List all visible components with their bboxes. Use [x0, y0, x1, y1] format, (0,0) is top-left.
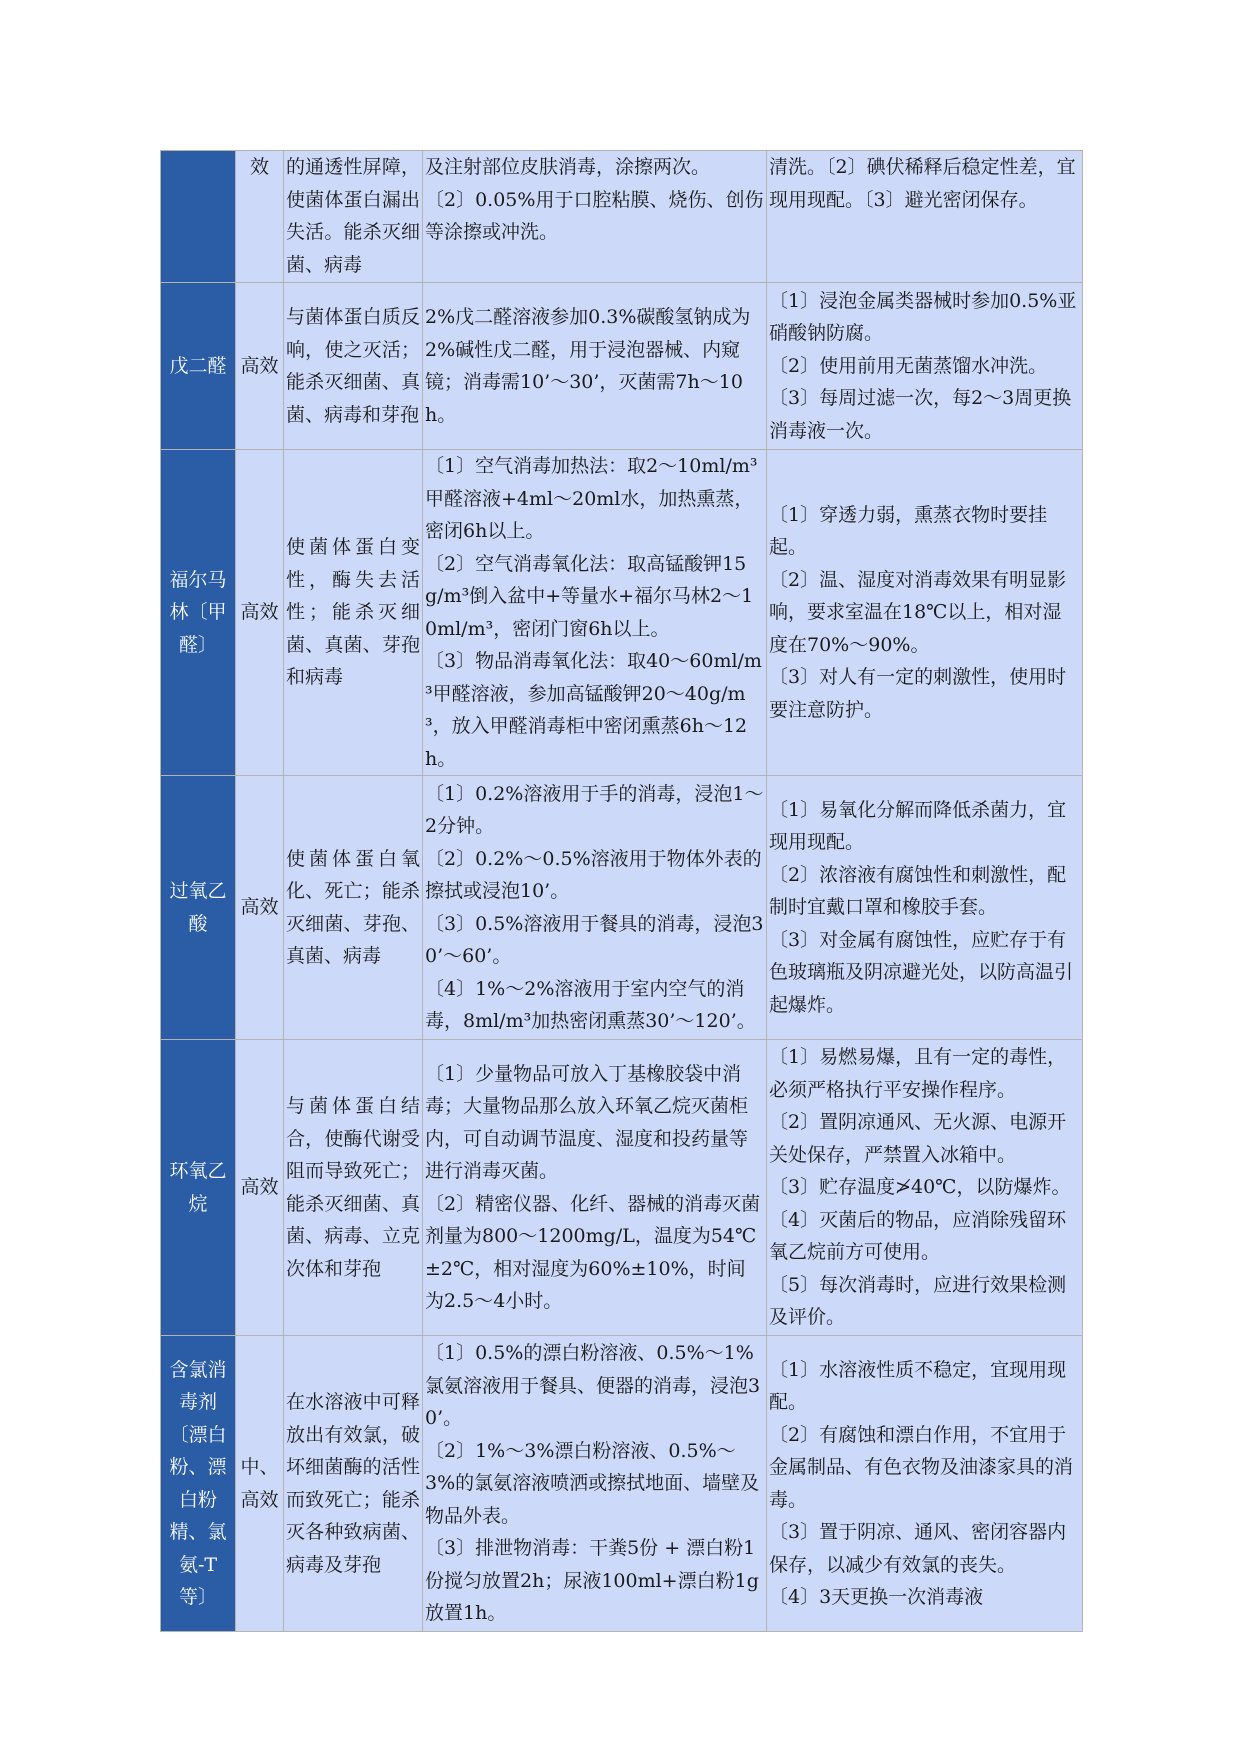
- note-item: 〔3〕置于阴凉、通风、密闭容器内保存，以减少有效氯的丧失。: [769, 1521, 1067, 1576]
- table-row: [161, 776, 1083, 1040]
- table-row: [161, 1336, 1083, 1632]
- mechanism-cell: 与菌体蛋白质反响，使之灭活；能杀灭细菌、真菌、病毒和芽孢: [284, 283, 423, 450]
- table-row: [161, 283, 1083, 450]
- note-item: 〔1〕易燃易爆，且有一定的毒性，必须严格执行平安操作程序。: [769, 1046, 1067, 1101]
- usage-item: 〔1〕空气消毒加热法：取2～10ml/m³甲醛溶液+4ml～20ml水，加热熏蒸，密闭6h以上。: [425, 455, 758, 542]
- usage-item: 〔3〕0.5%溶液用于餐具的消毒，浸泡30’～60’。: [425, 912, 764, 967]
- note-item: 〔3〕贮存温度≯40℃，以防爆炸。: [769, 1176, 1071, 1199]
- disinfectant-name-cell: 环氧乙烷: [161, 1040, 236, 1336]
- usage-item: 2%戊二醛溶液参加0.3%碳酸氢钠成为2%碱性戊二醛，用于浸泡器械、内窥镜；消毒需10’～30’，灭菌需7h～10h。: [425, 306, 751, 426]
- usage-item: 〔2〕空气消毒氧化法：取高锰酸钾15g/m³倒入盆中+等量水+福尔马林2～10ml/m³，密闭门窗6h以上。: [425, 552, 754, 640]
- mechanism-cell: 使菌体蛋白变性，酶失去活性；能杀灭细菌、真菌、芽孢和病毒: [284, 450, 423, 776]
- usage-cell: [423, 450, 767, 776]
- usage-item: 〔1〕0.2%溶液用于手的消毒，浸泡1～2分钟。: [425, 782, 764, 837]
- notes-cell: [767, 283, 1083, 450]
- usage-item: 〔2〕0.05%用于口腔粘膜、烧伤、创伤等涂擦或冲洗。: [425, 188, 764, 243]
- note-item: 〔5〕每次消毒时，应进行效果检测及评价。: [769, 1273, 1067, 1329]
- efficacy-level-cell: 高效: [236, 1040, 284, 1336]
- notes-cell: [767, 1336, 1083, 1632]
- disinfectant-name-cell: 福尔马林〔甲醛〕: [161, 450, 236, 776]
- table-row: [161, 1040, 1083, 1336]
- usage-item: 〔4〕1%～2%溶液用于室内空气的消毒，8ml/m³加热密闭熏蒸30’～120’。: [425, 977, 756, 1032]
- efficacy-level-cell: 中、高效: [236, 1336, 284, 1632]
- disinfectant-table: [160, 150, 1083, 1632]
- usage-cell: [423, 1336, 767, 1632]
- usage-item: 〔1〕少量物品可放入丁基橡胶袋中消毒；大量物品那么放入环氧乙烷灭菌柜内，可自动调节温度、湿度和投药量等进行消毒灭菌。: [425, 1062, 749, 1182]
- notes-cell: [767, 450, 1083, 776]
- notes-cell: [767, 151, 1083, 283]
- notes-cell: [767, 1040, 1083, 1336]
- disinfectant-name-cell: 过氧乙酸: [161, 776, 236, 1040]
- usage-item: 〔2〕精密仪器、化纤、器械的消毒灭菌剂量为800～1200mg/L，温度为54℃±2℃，相对湿度为60%±10%，时间为2.5～4小时。: [425, 1192, 761, 1312]
- note-item: 〔4〕灭菌后的物品，应消除残留环氧乙烷前方可使用。: [769, 1208, 1067, 1264]
- disinfectant-name-cell: 戊二醛: [161, 283, 236, 450]
- mechanism-cell: 使菌体蛋白氧化、死亡；能杀灭细菌、芽孢、真菌、病毒: [284, 776, 423, 1040]
- mechanism-cell: 在水溶液中可释放出有效氯，破坏细菌酶的活性而致死亡；能杀灭各种致病菌、病毒及芽孢: [284, 1336, 423, 1632]
- efficacy-level-cell: 高效: [236, 283, 284, 450]
- efficacy-level-cell: 效: [236, 151, 284, 283]
- usage-cell: [423, 151, 767, 283]
- note-item: 〔3〕对人有一定的刺激性，使用时要注意防护。: [769, 666, 1067, 721]
- table-row: [161, 450, 1083, 776]
- usage-item: 〔2〕1%～3%漂白粉溶液、0.5%～3%的氯氨溶液喷洒或擦拭地面、墙壁及物品外表。: [425, 1439, 760, 1527]
- usage-cell: [423, 776, 767, 1040]
- notes-cell: [767, 776, 1083, 1040]
- mechanism-cell: 的通透性屏障，使菌体蛋白漏出失活。能杀灭细菌、病毒: [284, 151, 423, 283]
- note-item: 〔1〕穿透力弱，熏蒸衣物时要挂起。: [769, 503, 1048, 559]
- table-row: [161, 151, 1083, 283]
- note-item: 〔2〕置阴凉通风、无火源、电源开关处保存，严禁置入冰箱中。: [769, 1111, 1067, 1166]
- usage-item: 〔3〕排泄物消毒：干粪5份 + 漂白粉1份搅匀放置2h；尿液100ml+漂白粉1g放置1h。: [425, 1537, 759, 1625]
- note-item: 〔2〕温、湿度对消毒效果有明显影响，要求室温在18℃以上，相对湿度在70%～90%。: [769, 568, 1067, 656]
- note-item: 〔3〕对金属有腐蚀性，应贮存于有色玻璃瓶及阴凉避光处，以防高温引起爆炸。: [769, 928, 1074, 1016]
- disinfectant-name-cell: [161, 151, 236, 283]
- usage-cell: [423, 1040, 767, 1336]
- note-item: 〔1〕水溶液性质不稳定，宜现用现配。: [769, 1358, 1067, 1413]
- usage-item: 〔3〕物品消毒氧化法：取40～60ml/m³甲醛溶液，参加高锰酸钾20～40g/m³，放入甲醛消毒柜中密闭熏蒸6h～12h。: [425, 650, 762, 770]
- note-item: 〔2〕浓溶液有腐蚀性和刺激性，配制时宜戴口罩和橡胶手套。: [769, 863, 1067, 919]
- note-item: 〔4〕3天更换一次消毒液: [769, 1586, 984, 1608]
- disinfectant-name-cell: 含氯消毒剂〔漂白粉、漂白粉精、氯氨-T等〕: [161, 1336, 236, 1632]
- note-item: 〔2〕使用前用无菌蒸馏水冲洗。: [769, 354, 1048, 377]
- note-item: 〔2〕有腐蚀和漂白作用，不宜用于金属制品、有色衣物及油漆家具的消毒。: [769, 1423, 1074, 1511]
- usage-item: 〔2〕0.2%～0.5%溶液用于物体外表的擦拭或浸泡10’。: [425, 847, 762, 902]
- usage-item: 及注射部位皮肤消毒，涂擦两次。: [425, 156, 711, 178]
- note-item: 清洗。〔2〕碘伏稀释后稳定性差，宜现用现配。〔3〕避光密闭保存。: [769, 156, 1076, 211]
- note-item: 〔1〕易氧化分解而降低杀菌力，宜现用现配。: [769, 798, 1067, 854]
- mechanism-cell: 与菌体蛋白结合，使酶代谢受阻而导致死亡；能杀灭细菌、真菌、病毒、立克次体和芽孢: [284, 1040, 423, 1336]
- efficacy-level-cell: 高效: [236, 450, 284, 776]
- usage-item: 〔1〕0.5%的漂白粉溶液、0.5%～1%氯氨溶液用于餐具、便器的消毒，浸泡30’。: [425, 1342, 761, 1430]
- usage-cell: [423, 283, 767, 450]
- note-item: 〔3〕每周过滤一次，每2～3周更换消毒液一次。: [769, 387, 1072, 442]
- efficacy-level-cell: 高效: [236, 776, 284, 1040]
- note-item: 〔1〕浸泡金属类器械时参加0.5%亚硝酸钠防腐。: [769, 289, 1077, 345]
